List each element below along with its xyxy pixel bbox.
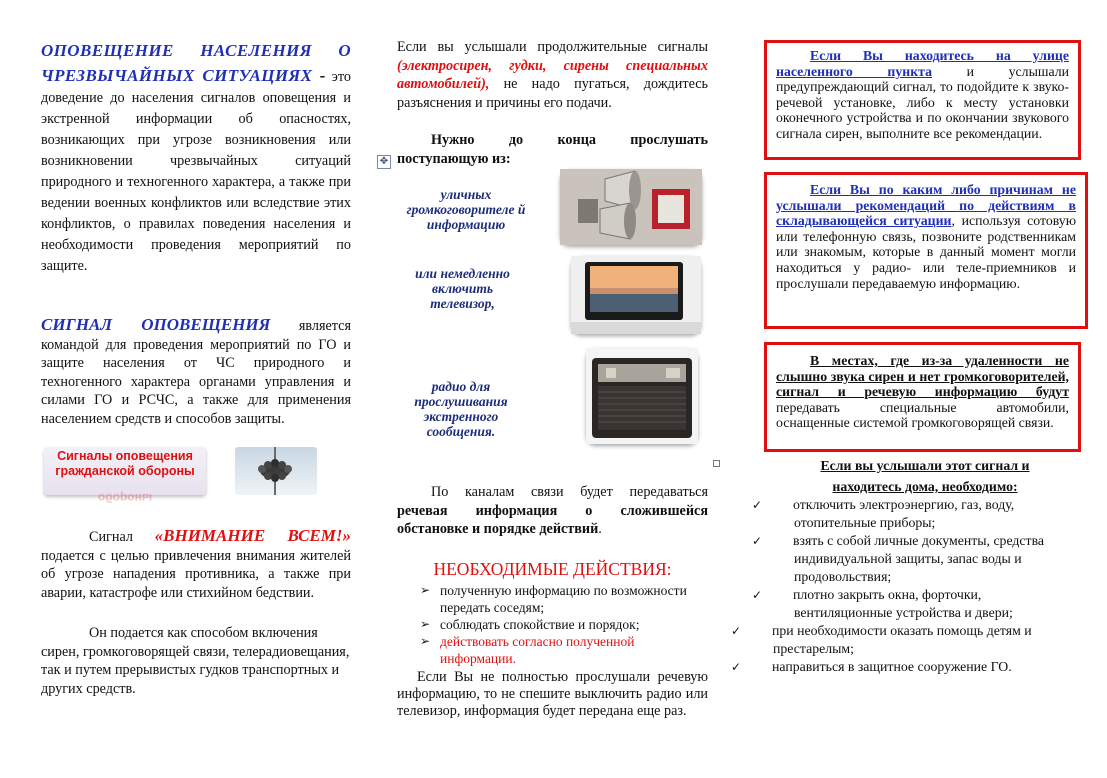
remote-areas-text: передавать специальные автомобили, оснащенные системой громкоговорящей связи. <box>776 399 1069 431</box>
radio-photo <box>586 348 698 444</box>
street-alert-link[interactable]: Если Вы находитесь на улице населенного пункта <box>776 48 1069 79</box>
check-icon: ✓ <box>752 588 763 602</box>
home-action-item <box>731 622 1070 658</box>
remote-areas-box <box>764 342 1081 452</box>
section-long-signals <box>397 38 708 112</box>
street-alert-box <box>764 40 1081 160</box>
section-attention-all <box>41 527 351 602</box>
action-text: полученную информацию по возможности передать соседям; <box>440 583 687 615</box>
signal-title: СИГНАЛ ОПОВЕЩЕНИЯ <box>41 315 271 334</box>
resize-handle[interactable] <box>713 460 720 467</box>
caption-tv: или немедленно включить телевизор, <box>415 266 510 311</box>
missed-recommendations-link[interactable]: Если Вы по каким либо причинам не услышали рекомендаций по действиям в складывающейся ситуации <box>776 182 1076 229</box>
caption-radio: радио для прослушивания экстренного сообщения. <box>414 379 508 439</box>
section-repeat-info <box>397 669 708 720</box>
action-item <box>418 633 706 667</box>
home-action-item <box>752 586 1070 622</box>
section-delivery-methods <box>41 624 351 698</box>
section-signal <box>41 316 351 428</box>
loudspeakers-photo <box>560 169 702 245</box>
home-action-item <box>731 658 1070 676</box>
notification-title: ОПОВЕЩЕНИЕ НАСЕЛЕНИЯ О ЧРЕЗВЫЧАЙНЫХ СИТУАЦИЯХ <box>41 41 351 85</box>
notification-text: это доведение до населения сигналов оповещения и экстренной информации об опасностях, возникающих при угрозе возникновения или возникновении чрезвычайных ситуаций природного и техногенного характера, а также при ведении военных конфликтов или вследствие этих конфликтов, о правилах поведения населения и необходимости проведения мероприятий по защите. <box>41 69 351 274</box>
attention-lead: Сигнал <box>89 529 155 545</box>
long-signals-b: не надо пугаться, дождитесь разъяснения и причины его подачи. <box>397 76 708 111</box>
home-action-item <box>752 496 1070 532</box>
check-icon: ✓ <box>731 660 742 674</box>
channels-a: По каналам связи будет передаваться <box>431 484 708 500</box>
banner-reflection: обороны <box>97 491 153 505</box>
listen-title: Нужно до конца прослушать поступающую из: <box>397 132 708 167</box>
arrow-bullet-icon: ➢ <box>420 634 431 648</box>
channels-bold: речевая информация о сложившейся обстановке и порядке действий <box>397 502 708 537</box>
home-action-text: отключить электроэнергию, газ, воду, отопительные приборы; <box>793 497 1015 530</box>
action-text: соблюдать спокойствие и порядок; <box>440 617 640 632</box>
signal-text: является командой для проведения мероприятий по ГО и защите населения от ЧС природного и техногенного характера органами управления и силами ГО и РСЧС, а также для применения населением средств и способов защиты. <box>41 318 351 427</box>
home-action-text: взять с собой личные документы, средства индивидуальной защиты, запас воды и продовольствия; <box>793 533 1045 584</box>
missed-recommendations-box <box>764 172 1088 329</box>
arrow-bullet-icon: ➢ <box>420 583 431 597</box>
attention-signal: «ВНИМАНИЕ ВСЕМ!» <box>154 526 351 545</box>
repeat-info-text: Если Вы не полностью прослушали речевую информацию, то не спешите выключить радио или телевизор, информация будет передана еще раз. <box>397 669 708 719</box>
long-signals-sources: (электросирен, гудки, сирены специальных автомобилей), <box>397 57 708 92</box>
civil-defense-banner <box>44 447 206 505</box>
long-signals-a: Если вы услышали продолжительные сигналы <box>397 39 708 55</box>
check-icon: ✓ <box>752 498 763 512</box>
siren-icon <box>235 447 317 495</box>
radio-icon <box>586 348 698 444</box>
delivery-text: Он подается как способом включения сирен, громкоговорящей связи, телерадиовещания, так и путем прерывистых гудков транспортных и других средств. <box>41 625 350 697</box>
home-action-text: плотно закрыть окна, форточки, вентиляционные устройства и двери; <box>793 587 1013 620</box>
remote-areas-bold: В местах, где из-за удаленности не слышно звука сирен и нет громкоговорителей, сигнал и речевую информацию будут <box>776 353 1069 400</box>
television-icon <box>571 256 701 334</box>
home-action-text: направиться в защитное сооружение ГО. <box>772 659 1012 674</box>
caption-street-loudspeakers: уличных громкоговорителе й информацию <box>406 187 526 232</box>
actions-list <box>418 582 706 667</box>
loudspeaker-icon <box>560 169 702 245</box>
home-actions-list <box>731 496 1070 676</box>
street-alert-text: и услышали предупреждающий сигнал, то подойдите к звуко-речевой установке, либо к месту установки оконечного устройства и по окончании звукового сигнала сирен, выполните все рекомендации. <box>776 63 1069 141</box>
check-icon: ✓ <box>731 624 742 638</box>
home-actions-title: Если вы услышали этот сигнал и находитесь дома, необходимо: <box>820 458 1030 494</box>
actions-title: НЕОБХОДИМЫЕ ДЕЙСТВИЯ: <box>433 559 672 579</box>
tv-photo <box>571 256 701 334</box>
home-action-text: при необходимости оказать помощь детям и престарелым; <box>772 623 1032 656</box>
arrow-bullet-icon: ➢ <box>420 617 431 631</box>
check-icon: ✓ <box>752 534 763 548</box>
section-notification-intro <box>41 38 351 277</box>
move-handle-icon[interactable]: ✥ <box>377 155 391 169</box>
attention-text: подается с целью привлечения внимания жителей об угрозе нападения противника, а также при аварии, катастрофе или стихийном бедствии. <box>41 547 351 601</box>
action-item <box>418 616 706 633</box>
action-text: действовать согласно полученной информации. <box>440 634 635 666</box>
notification-dash: - <box>312 66 326 85</box>
banner-label: Сигналы оповещения гражданской обороны <box>55 449 195 478</box>
home-action-item <box>752 532 1070 586</box>
action-item <box>418 582 706 616</box>
channels-end: . <box>598 521 602 537</box>
siren-photo <box>235 447 317 495</box>
missed-recommendations-text: , используя сотовую или телефонную связь, позвоните родственникам или знакомым, которые в данный момент могли находиться у радио- или теле-приемников и прослушали передаваемую информацию. <box>776 213 1077 291</box>
section-channels <box>397 483 708 539</box>
